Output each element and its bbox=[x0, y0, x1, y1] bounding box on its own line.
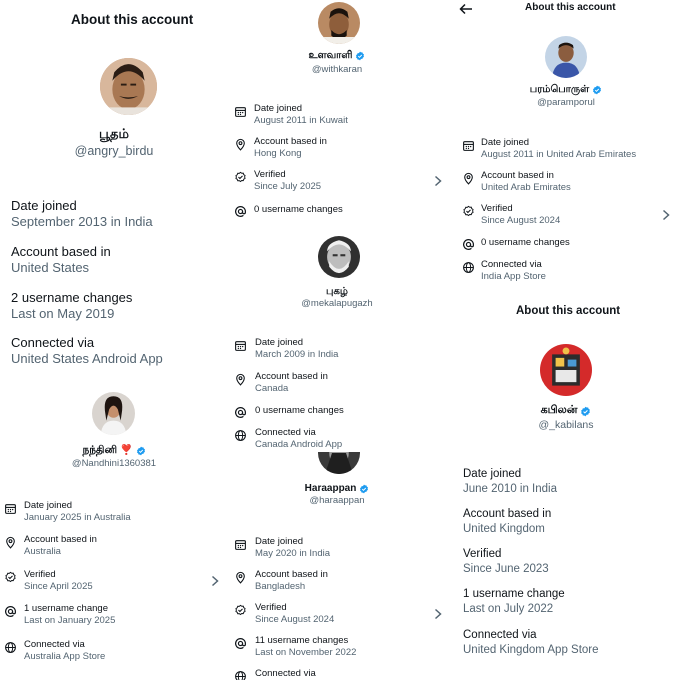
connected-via-row: Connected via bbox=[234, 668, 434, 680]
account-based-value: United States bbox=[11, 260, 90, 275]
date-joined-row: Date joined January 2025 in Australia bbox=[4, 500, 204, 526]
calendar-icon bbox=[234, 538, 247, 551]
avatar[interactable] bbox=[318, 452, 360, 474]
avatar[interactable] bbox=[318, 236, 360, 278]
calendar-icon bbox=[4, 502, 17, 515]
back-arrow-icon[interactable] bbox=[459, 2, 473, 14]
calendar-icon bbox=[234, 339, 247, 352]
display-name: நந்தினி ❣️ bbox=[0, 444, 228, 457]
username-changes-value: Last on July 2022 bbox=[463, 603, 554, 615]
location-pin-icon bbox=[234, 571, 247, 584]
chevron-right-icon[interactable] bbox=[210, 575, 220, 587]
verified-check-icon bbox=[4, 571, 17, 584]
username-changes-label: 2 username changes bbox=[11, 290, 133, 305]
at-sign-icon bbox=[234, 406, 247, 419]
chevron-right-icon[interactable] bbox=[433, 175, 443, 187]
date-joined-value: September 2013 in India bbox=[11, 214, 153, 229]
username-handle: @mekalapugazh bbox=[301, 298, 373, 309]
username-changes-row: 0 username changes bbox=[234, 203, 434, 219]
globe-icon bbox=[4, 641, 17, 654]
connected-via-row: Connected via India App Store bbox=[462, 259, 672, 285]
verified-badge-icon bbox=[136, 446, 146, 456]
verified-row[interactable]: Verified Since August 2024 bbox=[234, 602, 444, 628]
avatar[interactable] bbox=[318, 2, 360, 44]
display-name: பூதம் bbox=[99, 126, 129, 141]
account-based-row: Account based in United Arab Emirates bbox=[462, 170, 672, 196]
verified-value: Since June 2023 bbox=[463, 563, 549, 575]
verified-badge-icon bbox=[355, 51, 365, 61]
location-pin-icon bbox=[234, 138, 247, 151]
display-name: Haraappan bbox=[228, 483, 446, 494]
page-title: About this account bbox=[516, 305, 621, 317]
panel-withkaran bbox=[228, 0, 446, 228]
panel-kabilans bbox=[452, 296, 680, 680]
at-sign-icon bbox=[4, 605, 17, 618]
connected-via-row: Connected via Canada Android App bbox=[234, 427, 434, 450]
username-changes-label: 1 username change bbox=[463, 588, 565, 600]
avatar[interactable] bbox=[540, 344, 592, 396]
globe-icon bbox=[234, 670, 247, 680]
chevron-right-icon[interactable] bbox=[433, 608, 443, 620]
display-name: கபிலன் bbox=[452, 404, 680, 418]
account-based-row: Account based in Australia bbox=[4, 534, 204, 560]
date-joined-value: June 2010 in India bbox=[463, 483, 557, 495]
at-sign-icon bbox=[234, 205, 247, 218]
panel-paramporul bbox=[452, 0, 680, 290]
heart-exclamation-emoji: ❣️ bbox=[120, 445, 133, 456]
verified-check-icon bbox=[462, 205, 475, 218]
account-based-label: Account based in bbox=[463, 508, 552, 520]
location-pin-icon bbox=[4, 536, 17, 549]
username-changes-row: 1 username change Last on January 2025 bbox=[4, 603, 204, 629]
verified-badge-icon bbox=[592, 85, 602, 95]
date-joined-label: Date joined bbox=[463, 468, 522, 480]
username-changes-row: 0 username changes bbox=[462, 236, 672, 252]
page-title: About this account bbox=[525, 2, 616, 13]
account-based-row: Account based in Bangladesh bbox=[234, 569, 434, 595]
account-based-row: Account based in Hong Kong bbox=[234, 136, 434, 162]
username-handle: @withkaran bbox=[311, 64, 363, 75]
date-joined-label: Date joined bbox=[11, 198, 77, 213]
username-changes-value: Last on May 2019 bbox=[11, 306, 115, 321]
username-changes-row: 0 username changes bbox=[234, 404, 434, 420]
at-sign-icon bbox=[234, 637, 247, 650]
page-title: About this account bbox=[71, 12, 194, 27]
connected-via-value: United States Android App bbox=[11, 351, 163, 366]
verified-row[interactable]: Verified Since July 2025 bbox=[234, 169, 444, 195]
location-pin-icon bbox=[462, 172, 475, 185]
verified-row[interactable]: Verified Since August 2024 bbox=[462, 203, 680, 229]
username-changes-row: 11 username changes Last on November 2022 bbox=[234, 635, 434, 661]
username-handle: @_kabilans bbox=[538, 419, 594, 431]
at-sign-icon bbox=[462, 238, 475, 251]
verified-row[interactable]: Verified Since April 2025 bbox=[4, 569, 224, 595]
calendar-icon bbox=[234, 105, 247, 118]
date-joined-row: Date joined August 2011 in Kuwait bbox=[234, 103, 434, 129]
connected-via-label: Connected via bbox=[11, 335, 95, 350]
display-name: பரம்பொருள் bbox=[452, 84, 680, 96]
calendar-icon bbox=[462, 139, 475, 152]
display-name: புகழ் bbox=[326, 286, 348, 297]
username-handle: @paramporul bbox=[537, 97, 595, 108]
verified-check-icon bbox=[234, 604, 247, 617]
date-joined-row: Date joined August 2011 in United Arab Emirates bbox=[462, 137, 672, 163]
panel-mekalapugazh bbox=[228, 232, 446, 450]
username-handle: @angry_birdu bbox=[74, 144, 154, 158]
panel-haraappan bbox=[228, 452, 446, 680]
date-joined-row: Date joined May 2020 in India bbox=[234, 536, 434, 562]
username-handle: @haraappan bbox=[309, 495, 365, 506]
connected-via-label: Connected via bbox=[463, 629, 537, 641]
verified-check-icon bbox=[234, 171, 247, 184]
connected-via-value: United Kingdom App Store bbox=[463, 644, 599, 656]
location-pin-icon bbox=[234, 373, 247, 386]
account-based-label: Account based in bbox=[11, 244, 111, 259]
verified-badge-icon bbox=[580, 406, 591, 417]
connected-via-row: Connected via Australia App Store bbox=[4, 639, 204, 665]
panel-angry-birdu bbox=[0, 0, 228, 380]
avatar[interactable] bbox=[92, 392, 135, 435]
globe-icon bbox=[462, 261, 475, 274]
avatar[interactable] bbox=[100, 58, 157, 115]
panel-nandhini bbox=[0, 384, 228, 680]
verified-badge-icon bbox=[359, 484, 369, 494]
account-based-value: United Kingdom bbox=[463, 523, 545, 535]
date-joined-row: Date joined March 2009 in India bbox=[234, 337, 434, 363]
globe-icon bbox=[234, 429, 247, 442]
display-name: உளவாளி bbox=[228, 50, 446, 62]
account-based-row: Account based in Canada bbox=[234, 371, 434, 397]
username-handle: @Nandhini1360381 bbox=[71, 458, 157, 469]
verified-label: Verified bbox=[463, 548, 502, 560]
chevron-right-icon[interactable] bbox=[661, 209, 671, 221]
avatar[interactable] bbox=[545, 36, 587, 78]
